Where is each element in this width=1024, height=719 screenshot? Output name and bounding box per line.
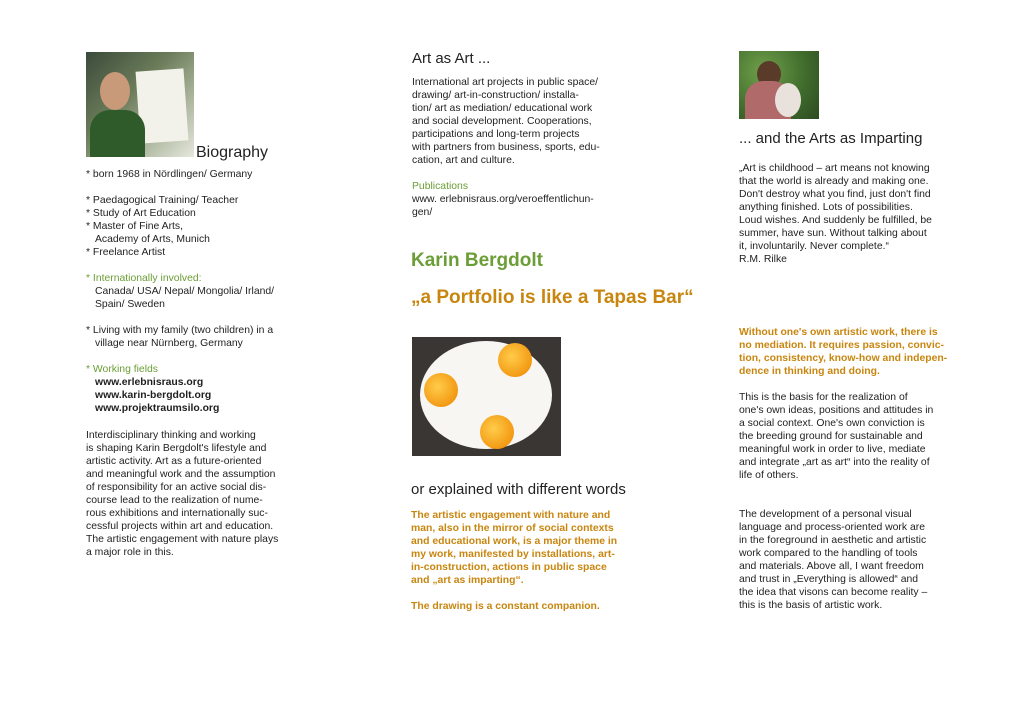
- rilke-line: Loud wishes. And suddenly be fulfilled, be: [739, 215, 932, 226]
- rilke-author: R.M. Rilke: [739, 254, 787, 265]
- artist-body: [90, 110, 145, 157]
- para-line: a major role in this.: [86, 547, 174, 558]
- quote-line: and educational work, is a major theme in: [411, 536, 618, 547]
- fact-freelance: * Freelance Artist: [86, 247, 166, 258]
- intro-line: tion/ art as mediation/ educational work: [412, 103, 593, 114]
- para-line: cessful projects within art and education.: [86, 521, 274, 532]
- rilke-line: summer, have sun. Without talking about: [739, 228, 927, 239]
- highlight-line: dence in thinking and doing.: [739, 366, 880, 377]
- para-line: artistic activity. Art as a future-oriented: [86, 456, 262, 467]
- engagement-quote: [411, 509, 651, 613]
- para-line: is shaping Karin Bergdolt's lifestyle and: [86, 443, 267, 454]
- quote-line: in-construction, actions in public space: [411, 562, 607, 573]
- egg-yolk: [424, 373, 458, 407]
- basis-line: the breeding ground for sustainable and: [739, 431, 923, 442]
- para-line: of responsibility for an active social dis-: [86, 482, 267, 493]
- basis-line: life of others.: [739, 470, 799, 481]
- artist-name: Karin Bergdolt: [411, 250, 543, 271]
- quote-line: my work, manifested by installations, art-: [411, 549, 615, 560]
- url-projektraumsilo[interactable]: www.projektraumsilo.org: [95, 403, 220, 414]
- working-fields-label: * Working fields: [86, 364, 158, 375]
- language-line: The development of a personal visual: [739, 509, 912, 520]
- rilke-line: „Art is childhood – art means not knowing: [739, 163, 930, 174]
- highlight-line: no mediation. It requires passion, convic-: [739, 340, 944, 351]
- egg-yolk: [480, 415, 514, 449]
- fact-master: * Master of Fine Arts,: [86, 221, 184, 232]
- biography-section: [86, 168, 316, 559]
- child-figure: [775, 83, 801, 117]
- rilke-line: it, involuntarily. Never complete.“: [739, 241, 889, 252]
- fact-born: * born 1968 in Nördlingen/ Germany: [86, 169, 253, 180]
- fried-eggs-photo: [412, 337, 561, 456]
- rilke-line: Don't destroy what you find, just don't find: [739, 189, 931, 200]
- international-line-1: Canada/ USA/ Nepal/ Mongolia/ Irland/: [95, 286, 275, 297]
- basis-line: one's own ideas, positions and attitudes in: [739, 405, 934, 416]
- egg-yolk: [498, 343, 532, 377]
- intro-line: drawing/ art-in-construction/ installa-: [412, 90, 579, 101]
- rilke-line: that the world is already and making one.: [739, 176, 929, 187]
- quote-line: and „art as imparting“.: [411, 575, 524, 586]
- url-karin-bergdolt[interactable]: www.karin-bergdolt.org: [95, 390, 212, 401]
- art-intro: [412, 76, 642, 167]
- intro-line: with partners from business, sports, edu-: [412, 142, 600, 153]
- rilke-line: anything finished. Lots of possibilities.: [739, 202, 913, 213]
- international-line-2: Spain/ Sweden: [95, 299, 165, 310]
- highlight-line: tion, consistency, know-how and indepen-: [739, 353, 948, 364]
- language-line: and materials. Above all, I want freedom: [739, 561, 924, 572]
- language-line: language and process-oriented work are: [739, 522, 925, 533]
- language-line: the idea that visons can become reality –: [739, 587, 928, 598]
- artist-head: [100, 72, 130, 110]
- right-section: [739, 162, 969, 266]
- basis-line: This is the basis for the realization of: [739, 392, 908, 403]
- basis-line: a social context. One's own conviction is: [739, 418, 925, 429]
- para-line: The artistic engagement with nature plays: [86, 534, 279, 545]
- family-line-1: * Living with my family (two children) in a: [86, 325, 274, 336]
- visual-language-paragraph: [739, 508, 969, 612]
- url-erlebnisraus[interactable]: www.erlebnisraus.org: [95, 377, 204, 388]
- child-photo: [739, 51, 819, 119]
- different-words-heading: or explained with different words: [411, 481, 626, 498]
- intro-line: cation, art and culture.: [412, 155, 515, 166]
- fact-training: * Paedagogical Training/ Teacher: [86, 195, 239, 206]
- language-line: in the foreground in aesthetic and artistic: [739, 535, 927, 546]
- fact-academy: Academy of Arts, Munich: [95, 234, 210, 245]
- basis-line: meaningful work in order to live, mediate: [739, 444, 926, 455]
- artistic-work-highlight: [739, 326, 969, 378]
- language-line: and trust in „Everything is allowed“ and: [739, 574, 919, 585]
- rilke-quote: [739, 162, 969, 266]
- quote-line: man, also in the mirror of social contexts: [411, 523, 614, 534]
- portfolio-tagline: „a Portfolio is like a Tapas Bar“: [411, 287, 694, 308]
- quote-line: The artistic engagement with nature and: [411, 510, 611, 521]
- art-as-art-heading: Art as Art ...: [412, 50, 491, 67]
- biography-facts: [86, 168, 316, 259]
- intro-line: and social development. Cooperations,: [412, 116, 592, 127]
- language-line: this is the basis of artistic work.: [739, 600, 883, 611]
- arts-imparting-heading: ... and the Arts as Imparting: [739, 130, 923, 147]
- drawing-companion-line: The drawing is a constant companion.: [411, 601, 600, 612]
- intro-line: International art projects in public space/: [412, 77, 598, 88]
- url-list: [86, 376, 316, 415]
- biography-heading: Biography: [196, 144, 269, 161]
- para-line: and meaningful work and the assumption: [86, 469, 276, 480]
- para-line: course lead to the realization of nume-: [86, 495, 263, 506]
- basis-line: and integrate „art as art“ into the reality of: [739, 457, 930, 468]
- language-line: work compared to the handling of tools: [739, 548, 918, 559]
- para-line: rous exhibitions and internationally suc-: [86, 508, 268, 519]
- para-line: Interdisciplinary thinking and working: [86, 430, 256, 441]
- family-line-2: village near Nürnberg, Germany: [95, 338, 243, 349]
- fact-study: * Study of Art Education: [86, 208, 196, 219]
- highlight-line: Without one's own artistic work, there is: [739, 327, 938, 338]
- middle-section: [412, 50, 642, 219]
- publications-label: Publications: [412, 181, 469, 192]
- biography-paragraph: [86, 429, 316, 559]
- artist-drawing-photo: [86, 52, 194, 157]
- intro-line: participations and long-term projects: [412, 129, 580, 140]
- publications-url-1[interactable]: www. erlebnisraus.org/veroeffentlichun-: [412, 194, 594, 205]
- basis-paragraph: [739, 391, 969, 482]
- international-label: * Internationally involved:: [86, 273, 202, 284]
- publications-url-2[interactable]: gen/: [412, 207, 433, 218]
